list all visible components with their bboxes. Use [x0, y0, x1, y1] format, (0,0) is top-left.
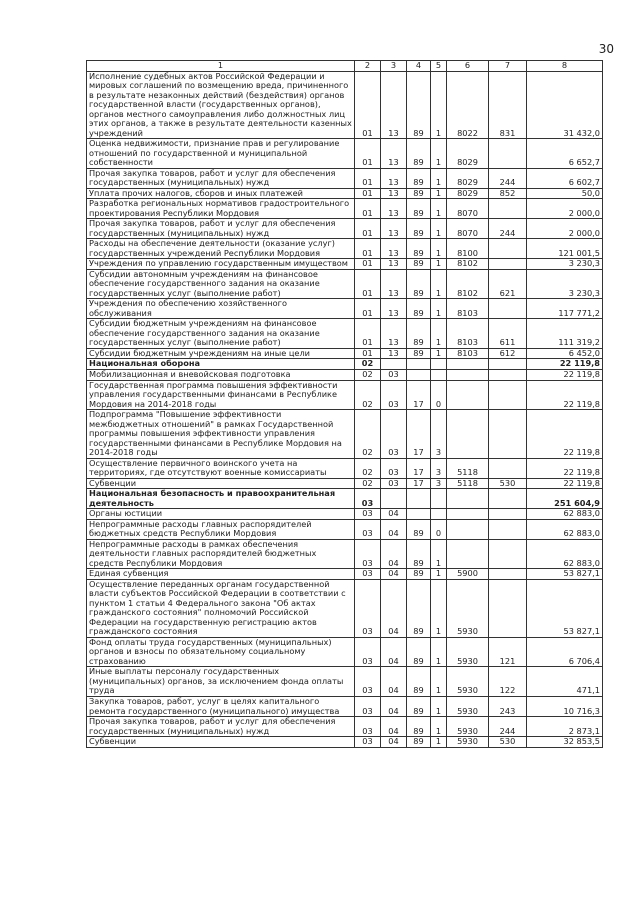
row-description: Непрограммные расходы главных распорядителей бюджетных средств Республики Мордовия — [87, 519, 355, 539]
table-row — [87, 519, 603, 539]
expense-code: 8029 — [447, 188, 489, 199]
row-description: Осуществление первичного воинского учета на территориях, где отсутствуют военные комиссариаты — [87, 458, 355, 478]
row-description: Мобилизационная и вневойсковая подготовка — [87, 369, 355, 380]
subprogram-code: 1 — [431, 188, 447, 199]
amount: 6 652,7 — [527, 139, 603, 169]
expense-code: 8103 — [447, 348, 489, 359]
expense-code: 5930 — [447, 737, 489, 748]
expense-code — [447, 410, 489, 459]
table-row — [87, 509, 603, 520]
column-header: 6 — [447, 61, 489, 72]
column-header: 5 — [431, 61, 447, 72]
section-code: 01 — [355, 199, 381, 219]
table-row — [87, 697, 603, 717]
subprogram-code: 1 — [431, 539, 447, 569]
expense-type-code: 852 — [489, 188, 527, 199]
row-description: Иные выплаты персоналу государственных (муниципальных) органов, за исключением фонда оплаты труда — [87, 667, 355, 697]
column-header: 1 — [87, 61, 355, 72]
table-row — [87, 168, 603, 188]
subsection-code: 03 — [381, 458, 407, 478]
table-row — [87, 299, 603, 319]
row-description: Фонд оплаты труда государственных (муниципальных) органов и взносы по обязательному социальному страхованию — [87, 637, 355, 667]
subsection-code: 04 — [381, 569, 407, 580]
program-code: 89 — [407, 188, 431, 199]
row-description: Субсидии бюджетным учреждениям на финансовое обеспечение государственного задания на оказание государственных услуг (выполнение работ) — [87, 319, 355, 349]
expense-code: 5930 — [447, 697, 489, 717]
row-description: Государственная программа повышения эффективности управления государственными финансами в Республике Мордовия на 2014-2018 годы — [87, 380, 355, 410]
subsection-code — [381, 489, 407, 509]
table-row — [87, 717, 603, 737]
program-code: 89 — [407, 539, 431, 569]
expense-code — [447, 539, 489, 569]
table-row — [87, 579, 603, 637]
section-code: 01 — [355, 239, 381, 259]
expense-code: 8070 — [447, 199, 489, 219]
amount: 121 001,5 — [527, 239, 603, 259]
expense-code: 8029 — [447, 168, 489, 188]
row-description: Уплата прочих налогов, сборов и иных платежей — [87, 188, 355, 199]
row-description: Единая субвенция — [87, 569, 355, 580]
subsection-code: 13 — [381, 168, 407, 188]
table-row — [87, 637, 603, 667]
amount: 2 000,0 — [527, 219, 603, 239]
section-code: 03 — [355, 519, 381, 539]
amount: 3 230,3 — [527, 269, 603, 299]
table-row — [87, 319, 603, 349]
expense-type-code — [489, 458, 527, 478]
subsection-code: 03 — [381, 478, 407, 489]
subprogram-code: 0 — [431, 380, 447, 410]
table-row — [87, 348, 603, 359]
expense-code: 5118 — [447, 458, 489, 478]
row-description: Расходы на обеспечение деятельности (оказание услуг) государственных учреждений Республики Мордовия — [87, 239, 355, 259]
section-code: 01 — [355, 139, 381, 169]
expense-type-code: 612 — [489, 348, 527, 359]
program-code: 89 — [407, 319, 431, 349]
table-row — [87, 369, 603, 380]
amount: 3 230,3 — [527, 259, 603, 270]
amount: 62 883,0 — [527, 509, 603, 520]
table-row — [87, 410, 603, 459]
section-code: 01 — [355, 348, 381, 359]
subsection-code: 13 — [381, 259, 407, 270]
program-code: 89 — [407, 697, 431, 717]
program-code: 89 — [407, 199, 431, 219]
subprogram-code: 1 — [431, 71, 447, 139]
expense-code: 8103 — [447, 299, 489, 319]
row-description: Прочая закупка товаров, работ и услуг для обеспечения государственных (муниципальных) нужд — [87, 717, 355, 737]
subsection-code: 13 — [381, 139, 407, 169]
subsection-code: 13 — [381, 199, 407, 219]
table-row — [87, 539, 603, 569]
row-description: Прочая закупка товаров, работ и услуг для обеспечения государственных (муниципальных) нужд — [87, 168, 355, 188]
subsection-code: 04 — [381, 637, 407, 667]
amount: 6 706,4 — [527, 637, 603, 667]
column-header: 7 — [489, 61, 527, 72]
table-row — [87, 188, 603, 199]
expense-type-code — [489, 519, 527, 539]
expense-type-code: 122 — [489, 667, 527, 697]
amount: 111 319,2 — [527, 319, 603, 349]
table-row — [87, 489, 603, 509]
amount: 22 119,8 — [527, 369, 603, 380]
expense-code: 5930 — [447, 579, 489, 637]
expense-type-code — [489, 359, 527, 370]
row-description: Субвенции — [87, 737, 355, 748]
program-code: 89 — [407, 299, 431, 319]
section-code: 01 — [355, 71, 381, 139]
expense-code: 5930 — [447, 717, 489, 737]
section-code: 03 — [355, 637, 381, 667]
expense-type-code: 611 — [489, 319, 527, 349]
program-code: 17 — [407, 478, 431, 489]
amount: 31 432,0 — [527, 71, 603, 139]
subprogram-code: 3 — [431, 410, 447, 459]
expense-code — [447, 380, 489, 410]
row-description: Учреждения по управлению государственным имуществом — [87, 259, 355, 270]
program-code: 89 — [407, 737, 431, 748]
expense-code: 8102 — [447, 259, 489, 270]
section-code: 01 — [355, 219, 381, 239]
subsection-code: 13 — [381, 348, 407, 359]
table-row — [87, 458, 603, 478]
amount: 32 853,5 — [527, 737, 603, 748]
amount: 6 452,0 — [527, 348, 603, 359]
section-code: 02 — [355, 478, 381, 489]
program-code: 17 — [407, 380, 431, 410]
expense-type-code — [489, 239, 527, 259]
subprogram-code: 1 — [431, 348, 447, 359]
expense-code: 8103 — [447, 319, 489, 349]
amount: 471,1 — [527, 667, 603, 697]
expense-type-code — [489, 569, 527, 580]
expense-type-code — [489, 539, 527, 569]
table-row — [87, 359, 603, 370]
amount: 251 604,9 — [527, 489, 603, 509]
subsection-code: 13 — [381, 71, 407, 139]
subprogram-code: 1 — [431, 579, 447, 637]
expense-code — [447, 489, 489, 509]
subsection-code: 03 — [381, 380, 407, 410]
amount: 62 883,0 — [527, 519, 603, 539]
section-code: 02 — [355, 359, 381, 370]
subsection-code: 03 — [381, 369, 407, 380]
table-row — [87, 737, 603, 748]
expense-type-code: 621 — [489, 269, 527, 299]
expense-code — [447, 369, 489, 380]
subprogram-code — [431, 369, 447, 380]
expense-type-code — [489, 299, 527, 319]
program-code: 89 — [407, 71, 431, 139]
row-description: Национальная безопасность и правоохранительная деятельность — [87, 489, 355, 509]
section-code: 02 — [355, 369, 381, 380]
table-header-row — [87, 61, 603, 72]
subsection-code: 04 — [381, 717, 407, 737]
subsection-code: 03 — [381, 410, 407, 459]
subprogram-code: 1 — [431, 219, 447, 239]
program-code: 89 — [407, 139, 431, 169]
subsection-code: 04 — [381, 519, 407, 539]
expense-code: 5930 — [447, 667, 489, 697]
program-code: 89 — [407, 637, 431, 667]
program-code: 89 — [407, 219, 431, 239]
subprogram-code: 1 — [431, 168, 447, 188]
expense-code — [447, 359, 489, 370]
subprogram-code: 3 — [431, 478, 447, 489]
program-code — [407, 359, 431, 370]
subprogram-code: 1 — [431, 737, 447, 748]
row-description: Оценка недвижимости, признание прав и регулирование отношений по государственной и муниципальной собственности — [87, 139, 355, 169]
expense-type-code — [489, 410, 527, 459]
amount: 22 119,8 — [527, 410, 603, 459]
expense-code: 5900 — [447, 569, 489, 580]
expense-code: 8022 — [447, 71, 489, 139]
subsection-code: 04 — [381, 579, 407, 637]
amount: 62 883,0 — [527, 539, 603, 569]
program-code — [407, 369, 431, 380]
expense-code: 8029 — [447, 139, 489, 169]
row-description: Разработка региональных нормативов градостроительного проектирования Республики Мордовия — [87, 199, 355, 219]
program-code: 89 — [407, 579, 431, 637]
table-body — [87, 71, 603, 747]
program-code: 89 — [407, 269, 431, 299]
row-description: Субвенции — [87, 478, 355, 489]
table-row — [87, 569, 603, 580]
subsection-code: 04 — [381, 737, 407, 748]
amount: 53 827,1 — [527, 579, 603, 637]
subprogram-code: 1 — [431, 199, 447, 219]
table-row — [87, 71, 603, 139]
subprogram-code: 1 — [431, 139, 447, 169]
section-code: 02 — [355, 380, 381, 410]
section-code: 03 — [355, 489, 381, 509]
expense-type-code: 243 — [489, 697, 527, 717]
section-code: 01 — [355, 269, 381, 299]
subsection-code: 13 — [381, 319, 407, 349]
row-description: Учреждения по обеспечению хозяйственного обслуживания — [87, 299, 355, 319]
row-description: Национальная оборона — [87, 359, 355, 370]
subsection-code — [381, 359, 407, 370]
expense-type-code — [489, 259, 527, 270]
expense-type-code: 244 — [489, 219, 527, 239]
amount: 2 873,1 — [527, 717, 603, 737]
expense-code: 8102 — [447, 269, 489, 299]
expense-type-code: 831 — [489, 71, 527, 139]
row-description: Органы юстиции — [87, 509, 355, 520]
subprogram-code: 1 — [431, 239, 447, 259]
subsection-code: 13 — [381, 239, 407, 259]
table-row — [87, 199, 603, 219]
row-description: Подпрограмма "Повышение эффективности межбюджетных отношений" в рамках Государственной программы повышения эффективности управления государственными финансами в Республике Мордовия на 2014-2018 годы — [87, 410, 355, 459]
section-code: 01 — [355, 299, 381, 319]
subprogram-code: 1 — [431, 259, 447, 270]
section-code: 01 — [355, 319, 381, 349]
section-code: 02 — [355, 458, 381, 478]
table-row — [87, 219, 603, 239]
expense-code: 8070 — [447, 219, 489, 239]
subprogram-code: 1 — [431, 637, 447, 667]
expense-code: 8100 — [447, 239, 489, 259]
program-code: 89 — [407, 717, 431, 737]
subsection-code: 13 — [381, 299, 407, 319]
program-code: 89 — [407, 519, 431, 539]
program-code: 89 — [407, 667, 431, 697]
subsection-code: 13 — [381, 219, 407, 239]
amount: 22 119,8 — [527, 458, 603, 478]
subsection-code: 13 — [381, 269, 407, 299]
subprogram-code: 1 — [431, 717, 447, 737]
table-row — [87, 478, 603, 489]
subprogram-code — [431, 489, 447, 509]
program-code: 89 — [407, 348, 431, 359]
program-code: 89 — [407, 239, 431, 259]
row-description: Непрограммные расходы в рамках обеспечения деятельности главных распорядителей бюджетных средств Республики Мордовия — [87, 539, 355, 569]
section-code: 01 — [355, 188, 381, 199]
expense-type-code — [489, 369, 527, 380]
table-row — [87, 667, 603, 697]
amount: 22 119,8 — [527, 359, 603, 370]
section-code: 03 — [355, 717, 381, 737]
section-code: 03 — [355, 737, 381, 748]
subprogram-code — [431, 359, 447, 370]
table-row — [87, 139, 603, 169]
expense-type-code: 530 — [489, 737, 527, 748]
subprogram-code: 1 — [431, 697, 447, 717]
subprogram-code: 1 — [431, 299, 447, 319]
subprogram-code: 0 — [431, 519, 447, 539]
subprogram-code: 1 — [431, 269, 447, 299]
subsection-code: 04 — [381, 667, 407, 697]
expense-type-code: 530 — [489, 478, 527, 489]
table-row — [87, 269, 603, 299]
row-description: Субсидии автономным учреждениям на финансовое обеспечение государственного задания на оказание государственных услуг (выполнение работ) — [87, 269, 355, 299]
expense-type-code — [489, 579, 527, 637]
amount: 6 602,7 — [527, 168, 603, 188]
section-code: 03 — [355, 539, 381, 569]
amount: 2 000,0 — [527, 199, 603, 219]
expense-type-code: 121 — [489, 637, 527, 667]
row-description: Субсидии бюджетным учреждениям на иные цели — [87, 348, 355, 359]
row-description: Прочая закупка товаров, работ и услуг для обеспечения государственных (муниципальных) нужд — [87, 219, 355, 239]
expense-code: 5118 — [447, 478, 489, 489]
section-code: 03 — [355, 579, 381, 637]
budget-table — [86, 60, 603, 748]
program-code: 89 — [407, 168, 431, 188]
row-description: Осуществление переданных органам государственной власти субъектов Российской Федерации в соответствии с пунктом 1 статьи 4 Федерального закона "Об актах гражданского состояния" полномочий Российской Федерации на государственную регистрацию актов гражданского состояния — [87, 579, 355, 637]
expense-type-code — [489, 489, 527, 509]
table-row — [87, 380, 603, 410]
expense-type-code — [489, 380, 527, 410]
page-number: 30 — [598, 42, 614, 56]
expense-code — [447, 509, 489, 520]
section-code: 03 — [355, 697, 381, 717]
amount: 22 119,8 — [527, 478, 603, 489]
subsection-code: 13 — [381, 188, 407, 199]
section-code: 01 — [355, 259, 381, 270]
table-row — [87, 259, 603, 270]
column-header: 8 — [527, 61, 603, 72]
expense-type-code: 244 — [489, 168, 527, 188]
program-code — [407, 489, 431, 509]
section-code: 03 — [355, 569, 381, 580]
subprogram-code: 3 — [431, 458, 447, 478]
subsection-code: 04 — [381, 509, 407, 520]
subsection-code: 04 — [381, 697, 407, 717]
program-code — [407, 509, 431, 520]
program-code: 17 — [407, 458, 431, 478]
expense-type-code — [489, 199, 527, 219]
section-code: 01 — [355, 168, 381, 188]
column-header: 2 — [355, 61, 381, 72]
subprogram-code — [431, 509, 447, 520]
expense-type-code — [489, 139, 527, 169]
amount: 10 716,3 — [527, 697, 603, 717]
program-code: 17 — [407, 410, 431, 459]
row-description: Исполнение судебных актов Российской Федерации и мировых соглашений по возмещению вреда, причиненного в результате незаконных действий (бездействия) органов государственной власти (государственных органов), органов местного самоуправления либо должностных лиц этих органов, а также в результате деятельности казенных учреждений — [87, 71, 355, 139]
expense-type-code — [489, 509, 527, 520]
program-code: 89 — [407, 259, 431, 270]
row-description: Закупка товаров, работ, услуг в целях капитального ремонта государственного (муниципального) имущества — [87, 697, 355, 717]
subprogram-code: 1 — [431, 569, 447, 580]
section-code: 03 — [355, 667, 381, 697]
subsection-code: 04 — [381, 539, 407, 569]
subprogram-code: 1 — [431, 319, 447, 349]
program-code: 89 — [407, 569, 431, 580]
table-row — [87, 239, 603, 259]
column-header: 4 — [407, 61, 431, 72]
amount: 53 827,1 — [527, 569, 603, 580]
amount: 50,0 — [527, 188, 603, 199]
subprogram-code: 1 — [431, 667, 447, 697]
expense-code: 5930 — [447, 637, 489, 667]
column-header: 3 — [381, 61, 407, 72]
section-code: 02 — [355, 410, 381, 459]
expense-code — [447, 519, 489, 539]
expense-type-code: 244 — [489, 717, 527, 737]
amount: 22 119,8 — [527, 380, 603, 410]
amount: 117 771,2 — [527, 299, 603, 319]
section-code: 03 — [355, 509, 381, 520]
